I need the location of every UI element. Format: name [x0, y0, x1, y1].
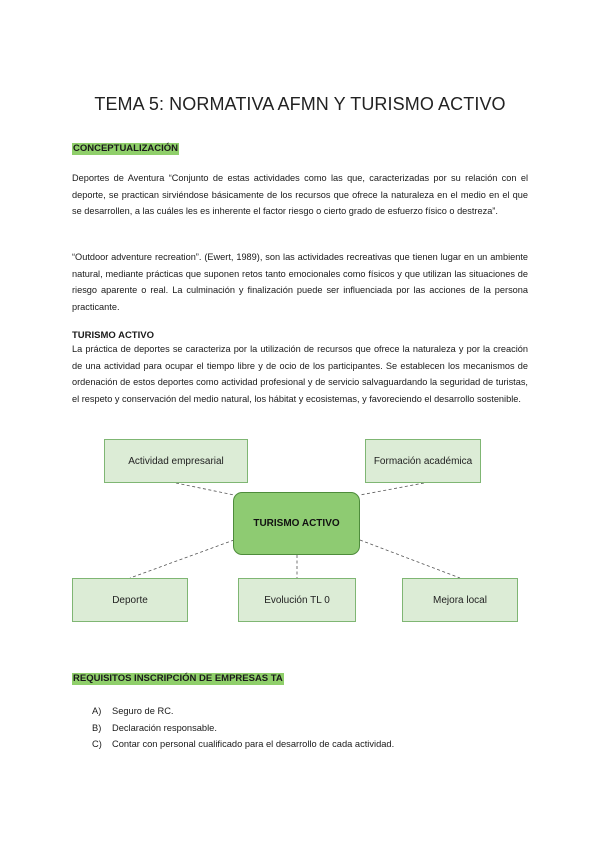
connector-bottom-left [130, 540, 234, 578]
list-item [92, 720, 394, 737]
list-text: Contar con personal cualificado para el desarrollo de cada actividad. [112, 739, 395, 749]
node-label: Deporte [112, 594, 148, 606]
list-text: Seguro de RC. [112, 706, 174, 716]
list-item [92, 736, 394, 753]
connector-top-left [176, 483, 234, 495]
diagram-node-mejora-local [402, 578, 518, 622]
node-label: Formación académica [373, 455, 473, 467]
node-label: Actividad empresarial [128, 455, 224, 467]
diagram-node-evolucion-tl [238, 578, 356, 622]
diagram-node-turismo-activo [233, 492, 360, 555]
list-marker: A) [92, 706, 102, 716]
node-label: TURISMO ACTIVO [253, 518, 340, 529]
paragraph-outdoor-recreation: “Outdoor adventure recreation”. (Ewert, 1989), son las actividades recreativas que tienen lugar en un ambiente natural, mediante prácticas que suponen retos tanto emocionales como físicos y que utilizan las situaciones de riesgo aparente o real. La culminación y finalización puede ser influenciada por las acciones de la persona practicante. [72, 252, 528, 312]
list-text: Declaración responsable. [112, 722, 217, 733]
section-heading-requisitos: REQUISITOS INSCRIPCIÓN DE EMPRESAS TA [73, 673, 283, 684]
connector-top-right [360, 483, 424, 495]
paragraph-deportes-aventura: Deportes de Aventura “Conjunto de estas actividades como las que, caracterizadas por su relación con el deporte, se practican sirviéndose básicamente de los recursos que ofrece la naturaleza en el medio en el que se desarrollen, a las cuáles les es inherente el factor riesgo o cierto grado de esfuerzo físico o destreza”. [72, 173, 528, 217]
diagram-node-actividad-empresarial [104, 439, 248, 483]
list-marker: B) [92, 722, 102, 733]
node-label: Evolución TL 0 [264, 594, 330, 606]
node-label: Mejora local [433, 594, 487, 606]
page-title: TEMA 5: NORMATIVA AFMN Y TURISMO ACTIVO [94, 94, 506, 114]
connector-bottom-right [360, 540, 460, 578]
diagram-node-deporte [72, 578, 188, 622]
list-marker: C) [92, 739, 102, 749]
paragraph-turismo-activo: La práctica de deportes se caracteriza por la utilización de recursos que ofrece la naturaleza y por la creación de una actividad para ocupar el tiempo libre y de ocio de los participantes. Se establecen los mecanismos de ordenación de estos deportes como actividad profesional y de servicio salvaguardando la seguridad de turistas, el respeto y conservación del medio natural, los hábitat y ecosistemas, y favoreciendo el desarrollo sostenible. [72, 344, 528, 404]
section-heading-turismo-activo: TURISMO ACTIVO [72, 330, 154, 341]
diagram-node-formacion-academica [365, 439, 481, 483]
requisitos-list [92, 703, 394, 753]
section-heading-conceptualizacion: CONCEPTUALIZACIÓN [73, 143, 179, 154]
list-item [92, 703, 394, 720]
